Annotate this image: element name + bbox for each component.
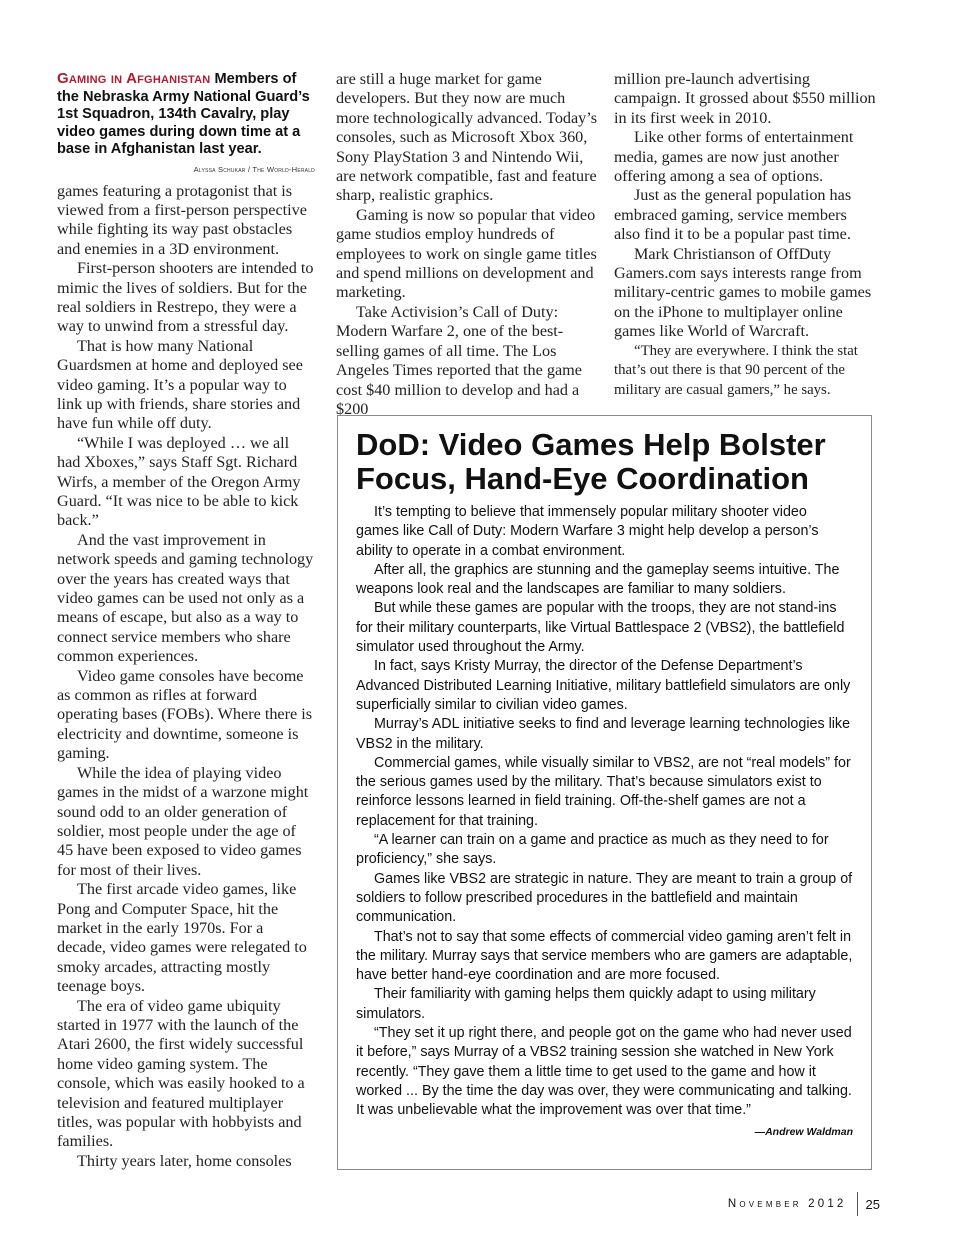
body-paragraph: While the idea of playing video games in the midst of a warzone might sound odd to an older generation of soldier, most people under the age of 45 have been exposed to video games for most of their lives.	[57, 763, 309, 879]
page-number: 25	[865, 1196, 880, 1212]
body-paragraph: Gaming is now so popular that video game studios employ hundreds of employees to work on single game titles and spend millions on development and marketing.	[336, 205, 597, 302]
column-2	[336, 70, 598, 419]
body-paragraph: million pre-launch advertising campaign. It grossed about $550 million in its first week in 2010.	[614, 70, 876, 127]
body-paragraph: Video game consoles have become as common as rifles at forward operating bases (FOBs). Where there is electricity and downtime, someone is gaming.	[57, 666, 313, 763]
body-paragraph: Take Activision’s Call of Duty: Modern Warfare 2, one of the best-selling games of all time. The Los Angeles Times reported that the game cost $40 million to develop and had a $200	[336, 302, 582, 418]
body-paragraph: And the vast improvement in network speeds and gaming technology over the years has created ways that video games can be used not only as a means of escape, but also as a way to connect service members who share common experiences.	[57, 530, 314, 666]
sidebar-paragraph: That’s not to say that some effects of commercial video gaming aren’t felt in the military. Murray says that service members who are gamers are adaptable, have better hand-eye coordination and are more focused.	[356, 928, 853, 984]
body-paragraph: The era of video game ubiquity started in 1977 with the launch of the Atari 2600, the first widely successful home video gaming system. The console, which was easily hooked to a television and featured multiplayer titles, was popular with hobbyists and families.	[57, 996, 305, 1151]
body-paragraph: are still a huge market for game developers. But they now are much more technologically advanced. Today’s consoles, such as Microsoft Xbox 360, Sony PlayStation 3 and Nintendo Wii, are network compatible, fast and feature sharp, realistic graphics.	[336, 70, 598, 205]
sidebar-paragraph: After all, the graphics are stunning and the gameplay seems intuitive. The weapons look real and the landscapes are familiar to many soldiers.	[356, 561, 840, 598]
body-paragraph: That is how many National Guardsmen at home and deployed see video gaming. It’s a popular way to link up with friends, share stories and have fun while off duty.	[57, 336, 303, 433]
caption-text: Members of the Nebraska Army National Guard’s 1st Squadron, 134th Cavalry, play video games during down time at a base in Afghanistan last year.	[57, 71, 310, 157]
sidebar-paragraph: Their familiarity with gaming helps them quickly adapt to using military simulators.	[356, 986, 816, 1022]
body-paragraph: Just as the general population has embraced gaming, service members also find it to be a popular past time.	[614, 186, 852, 244]
sidebar-paragraph: In fact, says Kristy Murray, the director of the Defense Department’s Advanced Distributed Learning Initiative, military battlefield simulators are only superficially similar to civilian video games.	[356, 658, 851, 713]
sidebar-paragraph: “A learner can train on a game and practice as much as they need to for proficiency,” she says.	[356, 832, 829, 868]
sidebar-title: DoD: Video Games Help Bolster Focus, Hand-Eye Coordination	[356, 427, 826, 496]
footer-month: November 2012	[727, 1198, 847, 1210]
sidebar-box	[337, 415, 872, 1170]
body-paragraph: Like other forms of entertainment media, games are now just another offering among a sea of options.	[614, 128, 854, 186]
sidebar-paragraph: Murray’s ADL initiative seeks to find and leverage learning technologies like VBS2 in the military.	[356, 716, 851, 752]
body-paragraph: games featuring a protagonist that is viewed from a first-person perspective while fighting its way past obstacles and enemies in a 3D environment.	[57, 181, 307, 258]
body-paragraph: Thirty years later, home consoles	[77, 1151, 292, 1170]
sidebar-paragraph: It’s tempting to believe that immensely popular military shooter video games like Call of Duty: Modern Warfare 3 might help develop a person’s ability to operate in a combat environment.	[356, 504, 819, 559]
caption-kicker: Gaming in Afghanistan	[57, 70, 211, 87]
page-footer	[700, 1192, 880, 1216]
photo-credit: Alyssa Schukar / The World-Herald	[193, 164, 315, 174]
photo-caption	[57, 70, 315, 159]
body-paragraph: “While I was deployed … we all had Xboxes,” says Staff Sgt. Richard Wirfs, a member of the Oregon Army Guard. “It was nice to be able to kick back.”	[57, 433, 301, 530]
sidebar-signature: —Andrew Waldman	[754, 1125, 853, 1138]
column-1	[57, 70, 315, 1171]
sidebar-paragraph: But while these games are popular with the troops, they are not stand-ins for their military counterparts, like Virtual Battlespace 2 (VBS2), the battlefield simulator used throughout the Army.	[356, 600, 845, 656]
body-paragraph: First-person shooters are intended to mimic the lives of soldiers. But for the real soldiers in Restrepo, they were a way to unwind from a stressful day.	[57, 259, 314, 336]
body-paragraph: Mark Christianson of OffDuty Gamers.com says interests range from military-centric games to mobile games on the iPhone to multiplayer online games like World of Warcraft.	[614, 244, 872, 341]
footer-divider	[857, 1192, 858, 1216]
sidebar-paragraph: Games like VBS2 are strategic in nature. They are meant to train a group of soldiers to follow prescribed procedures in the battlefield and maintain communication.	[356, 870, 853, 926]
body-paragraph: The first arcade video games, like Pong and Computer Space, hit the market in the early 1970s. For a decade, video games were relegated to smoky arcades, attracting mostly teenage boys.	[57, 880, 307, 996]
sidebar-paragraph: “They set it up right there, and people got on the game who had never used it before,” says Murray of a VBS2 training session she watched in New York recently. “They gave them a little time to get used to the game and how it worked ... By the time the day was over, they were communicating and talking. It was unbelievable what the improvement was over that time.”	[356, 1025, 852, 1119]
body-paragraph: “They are everywhere. I think the stat that’s out there is that 90 percent of the military are casual gamers,” he says.	[614, 342, 858, 398]
sidebar-paragraph: Commercial games, while visually similar to VBS2, are not “real models” for the serious games used by the military. That’s because simulators exist to reinforce lessons learned in field training. Off-the-shelf games are not a replacement for that training.	[356, 754, 851, 829]
column-3	[614, 70, 876, 400]
